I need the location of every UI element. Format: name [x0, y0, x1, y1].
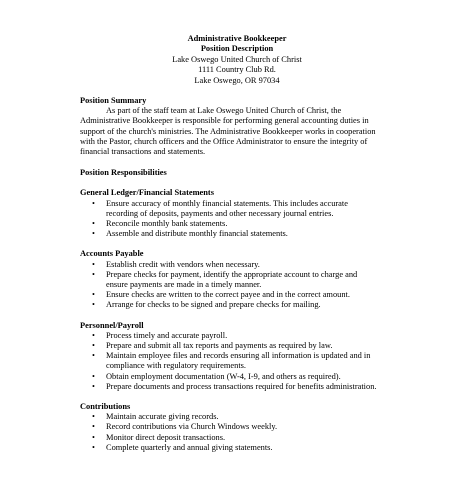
list-item: • Process timely and accurate payroll.	[80, 331, 380, 341]
summary-paragraph: As part of the staff team at Lake Oswego United Church of Christ, the Administrative Bookkeeper is responsible for performing general accounting duties in support of the church's ministries. The Administrative Bookkeeper works in cooperation with the Pastor, church officers and the Office Administrator to ensure the integrity of financial transactions and statements.	[80, 106, 376, 157]
summary-heading: Position Summary	[80, 96, 147, 105]
street-address: 1111 Country Club Rd.	[198, 65, 276, 75]
list-item: • Prepare checks for payment, identify the appropriate account to charge and ensure payments are made in a timely manner.	[80, 270, 380, 290]
list-item: • Maintain accurate giving records.	[80, 412, 380, 422]
list-item: • Prepare and submit all tax reports and payments as required by law.	[80, 341, 380, 351]
list-item: • Obtain employment documentation (W-4, I-9, and others as required).	[80, 372, 380, 382]
list-item: • Prepare documents and process transactions required for benefits administration.	[80, 382, 380, 392]
list-item: • Arrange for checks to be signed and prepare checks for mailing.	[80, 300, 380, 310]
section-title-contributions: Contributions	[80, 402, 131, 412]
list-item: • Complete quarterly and annual giving statements.	[80, 443, 380, 453]
list-item: • Record contributions via Church Windows weekly.	[80, 422, 380, 432]
document-header	[0, 34, 474, 86]
personnel-payroll-list	[80, 331, 380, 392]
list-item: • Establish credit with vendors when necessary.	[80, 260, 380, 270]
city-address: Lake Oswego, OR 97034	[194, 75, 280, 85]
general-ledger-list	[80, 199, 380, 240]
list-item: • Ensure accuracy of monthly financial statements. This includes accurate recording of deposits, payments and other necessary journal entries.	[80, 199, 380, 219]
list-item: • Maintain employee files and records ensuring all information is updated and in compliance with regulatory requirements.	[80, 351, 380, 371]
list-item: • Assemble and distribute monthly financial statements.	[80, 229, 380, 239]
contributions-list	[80, 412, 380, 453]
list-item: • Monitor direct deposit transactions.	[80, 433, 380, 443]
list-item: • Reconcile monthly bank statements.	[80, 219, 380, 229]
document-title: Administrative Bookkeeper	[187, 34, 287, 43]
document-body	[80, 96, 380, 453]
responsibilities-heading: Position Responsibilities	[80, 168, 167, 178]
section-title-general-ledger: General Ledger/Financial Statements	[80, 188, 214, 198]
document-subtitle: Position Description	[200, 44, 274, 54]
organization-name: Lake Oswego United Church of Christ	[172, 54, 302, 64]
list-item: • Ensure checks are written to the correct payee and in the correct amount.	[80, 290, 380, 300]
section-title-accounts-payable: Accounts Payable	[80, 249, 144, 259]
accounts-payable-list	[80, 260, 380, 311]
section-title-personnel-payroll: Personnel/Payroll	[80, 320, 144, 330]
